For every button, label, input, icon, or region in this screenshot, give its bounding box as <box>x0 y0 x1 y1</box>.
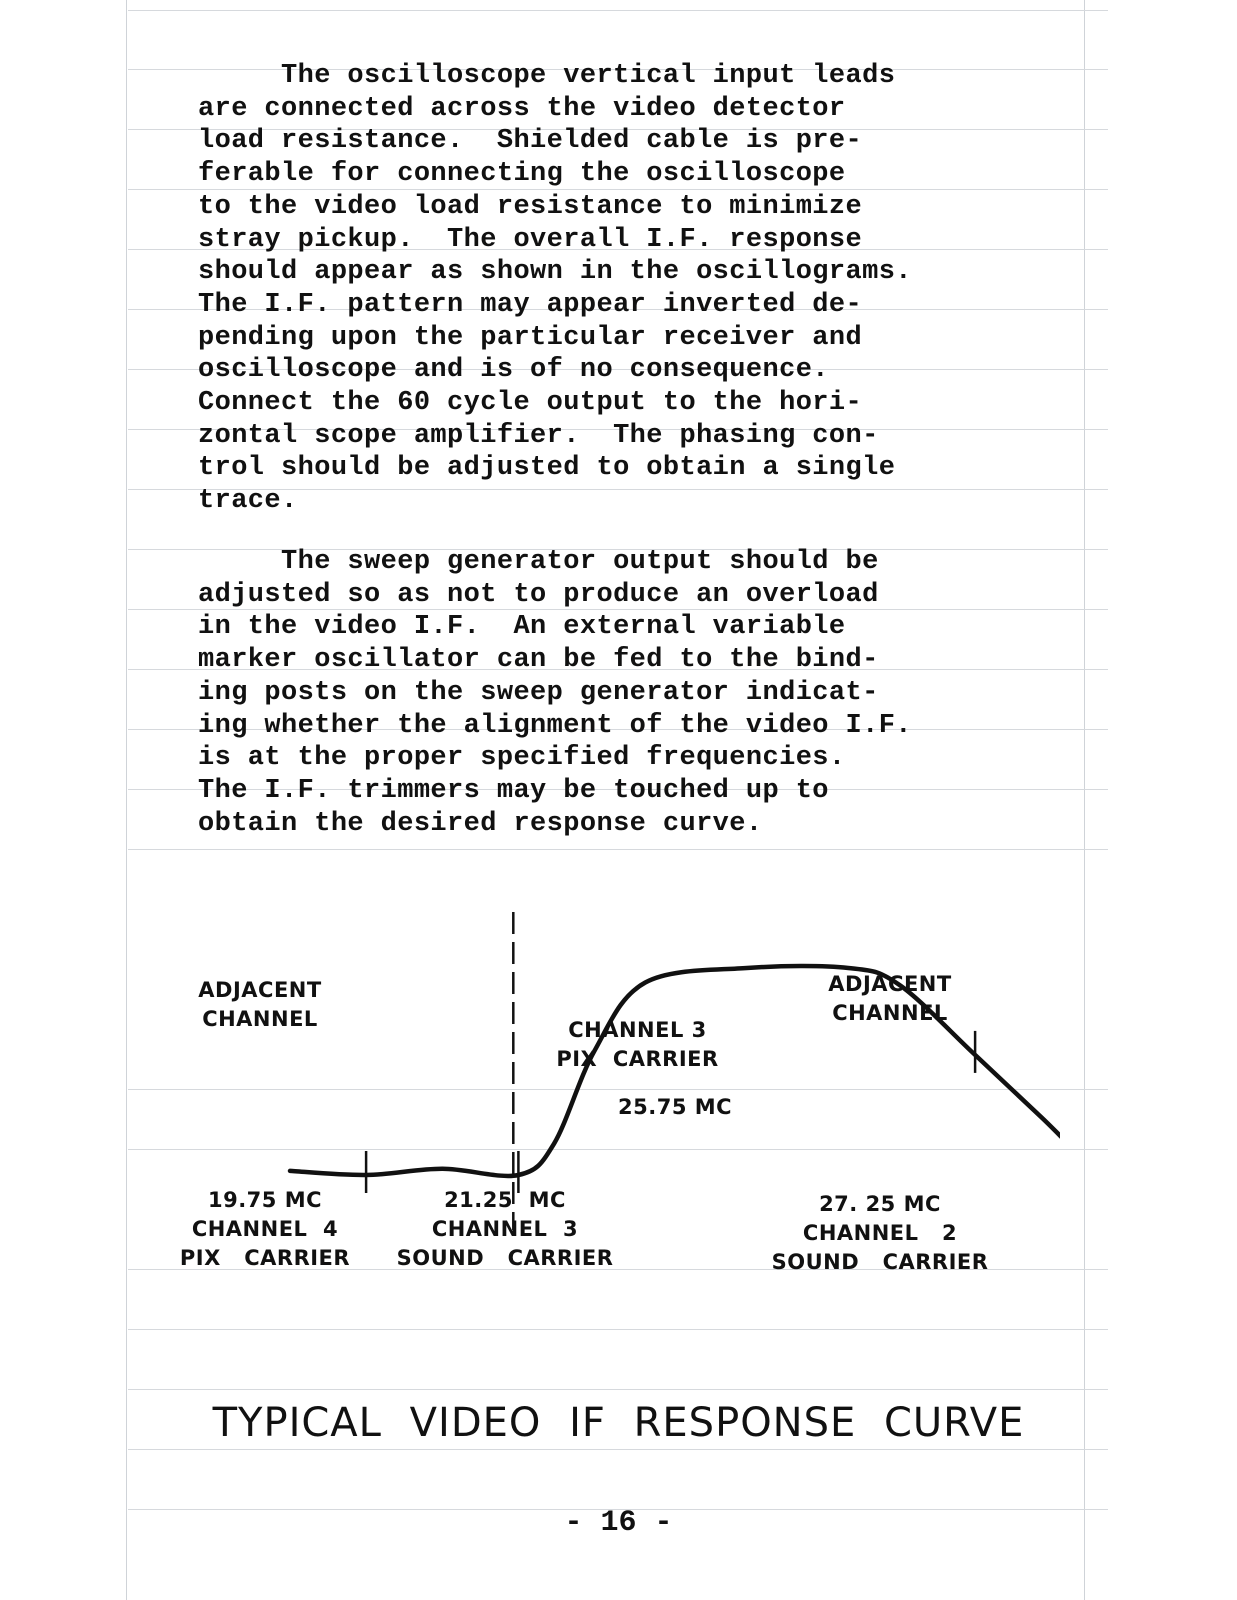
text-line: load resistance. Shielded cable is pre- <box>198 126 863 157</box>
paragraph-sweep-generator <box>198 546 1078 840</box>
text-line: trol should be adjusted to obtain a single <box>198 453 896 484</box>
text-line: ferable for connecting the oscilloscope <box>198 159 846 190</box>
left-adjacent-channel-label: ADJACENT CHANNEL <box>198 978 322 1031</box>
text-line: The I.F. pattern may appear inverted de- <box>198 289 863 320</box>
text-line: adjusted so as not to produce an overload <box>198 579 879 610</box>
text-line: pending upon the particular receiver and <box>198 322 863 353</box>
ruled-line <box>128 1389 1108 1390</box>
right-adjacent-channel-label: ADJACENT CHANNEL <box>828 972 952 1025</box>
text-line: ing whether the alignment of the video I.F. <box>198 710 912 741</box>
response-curve-figure <box>160 900 1060 1300</box>
ruled-line <box>128 849 1108 850</box>
right-margin-line <box>1084 0 1085 1600</box>
text-line: to the video load resistance to minimize <box>198 191 863 222</box>
marker-27-25-label: 27. 25 MC CHANNEL 2 SOUND CARRIER <box>771 1192 989 1274</box>
text-line: Connect the 60 cycle output to the hori- <box>198 388 863 419</box>
text-line: stray pickup. The overall I.F. response <box>198 224 863 255</box>
pix-carrier-label: CHANNEL 3 PIX CARRIER <box>556 1018 719 1071</box>
pix-carrier-frequency: 25.75 MC <box>618 1095 733 1119</box>
text-line: trace. <box>198 486 298 517</box>
text-line: is at the proper specified frequencies. <box>198 743 846 774</box>
text-line: in the video I.F. An external variable <box>198 612 846 643</box>
figure-caption: TYPICAL VIDEO IF RESPONSE CURVE <box>212 1400 1025 1446</box>
text-line: The sweep generator output should be <box>198 547 879 577</box>
paragraph-oscilloscope-setup <box>198 60 1078 518</box>
ruled-line <box>128 1329 1108 1330</box>
text-line: obtain the desired response curve. <box>198 808 763 839</box>
text-line: ing posts on the sweep generator indicat- <box>198 677 879 708</box>
ruled-line <box>128 10 1108 11</box>
page-number: - 16 - <box>564 1506 673 1540</box>
left-margin-line <box>126 0 127 1600</box>
text-line: The oscilloscope vertical input leads <box>198 61 896 91</box>
text-line: should appear as shown in the oscillograms. <box>198 257 912 288</box>
text-line: marker oscillator can be fed to the bind- <box>198 645 879 676</box>
text-line: oscilloscope and is of no consequence. <box>198 355 829 386</box>
text-line: zontal scope amplifier. The phasing con- <box>198 420 879 451</box>
ruled-line <box>128 1449 1108 1450</box>
text-line: The I.F. trimmers may be touched up to <box>198 775 829 806</box>
marker-19-75-label: 19.75 MC CHANNEL 4 PIX CARRIER <box>179 1188 351 1270</box>
text-line: are connected across the video detector <box>198 93 846 124</box>
marker-21-25-label: 21.25 MC CHANNEL 3 SOUND CARRIER <box>396 1188 614 1270</box>
